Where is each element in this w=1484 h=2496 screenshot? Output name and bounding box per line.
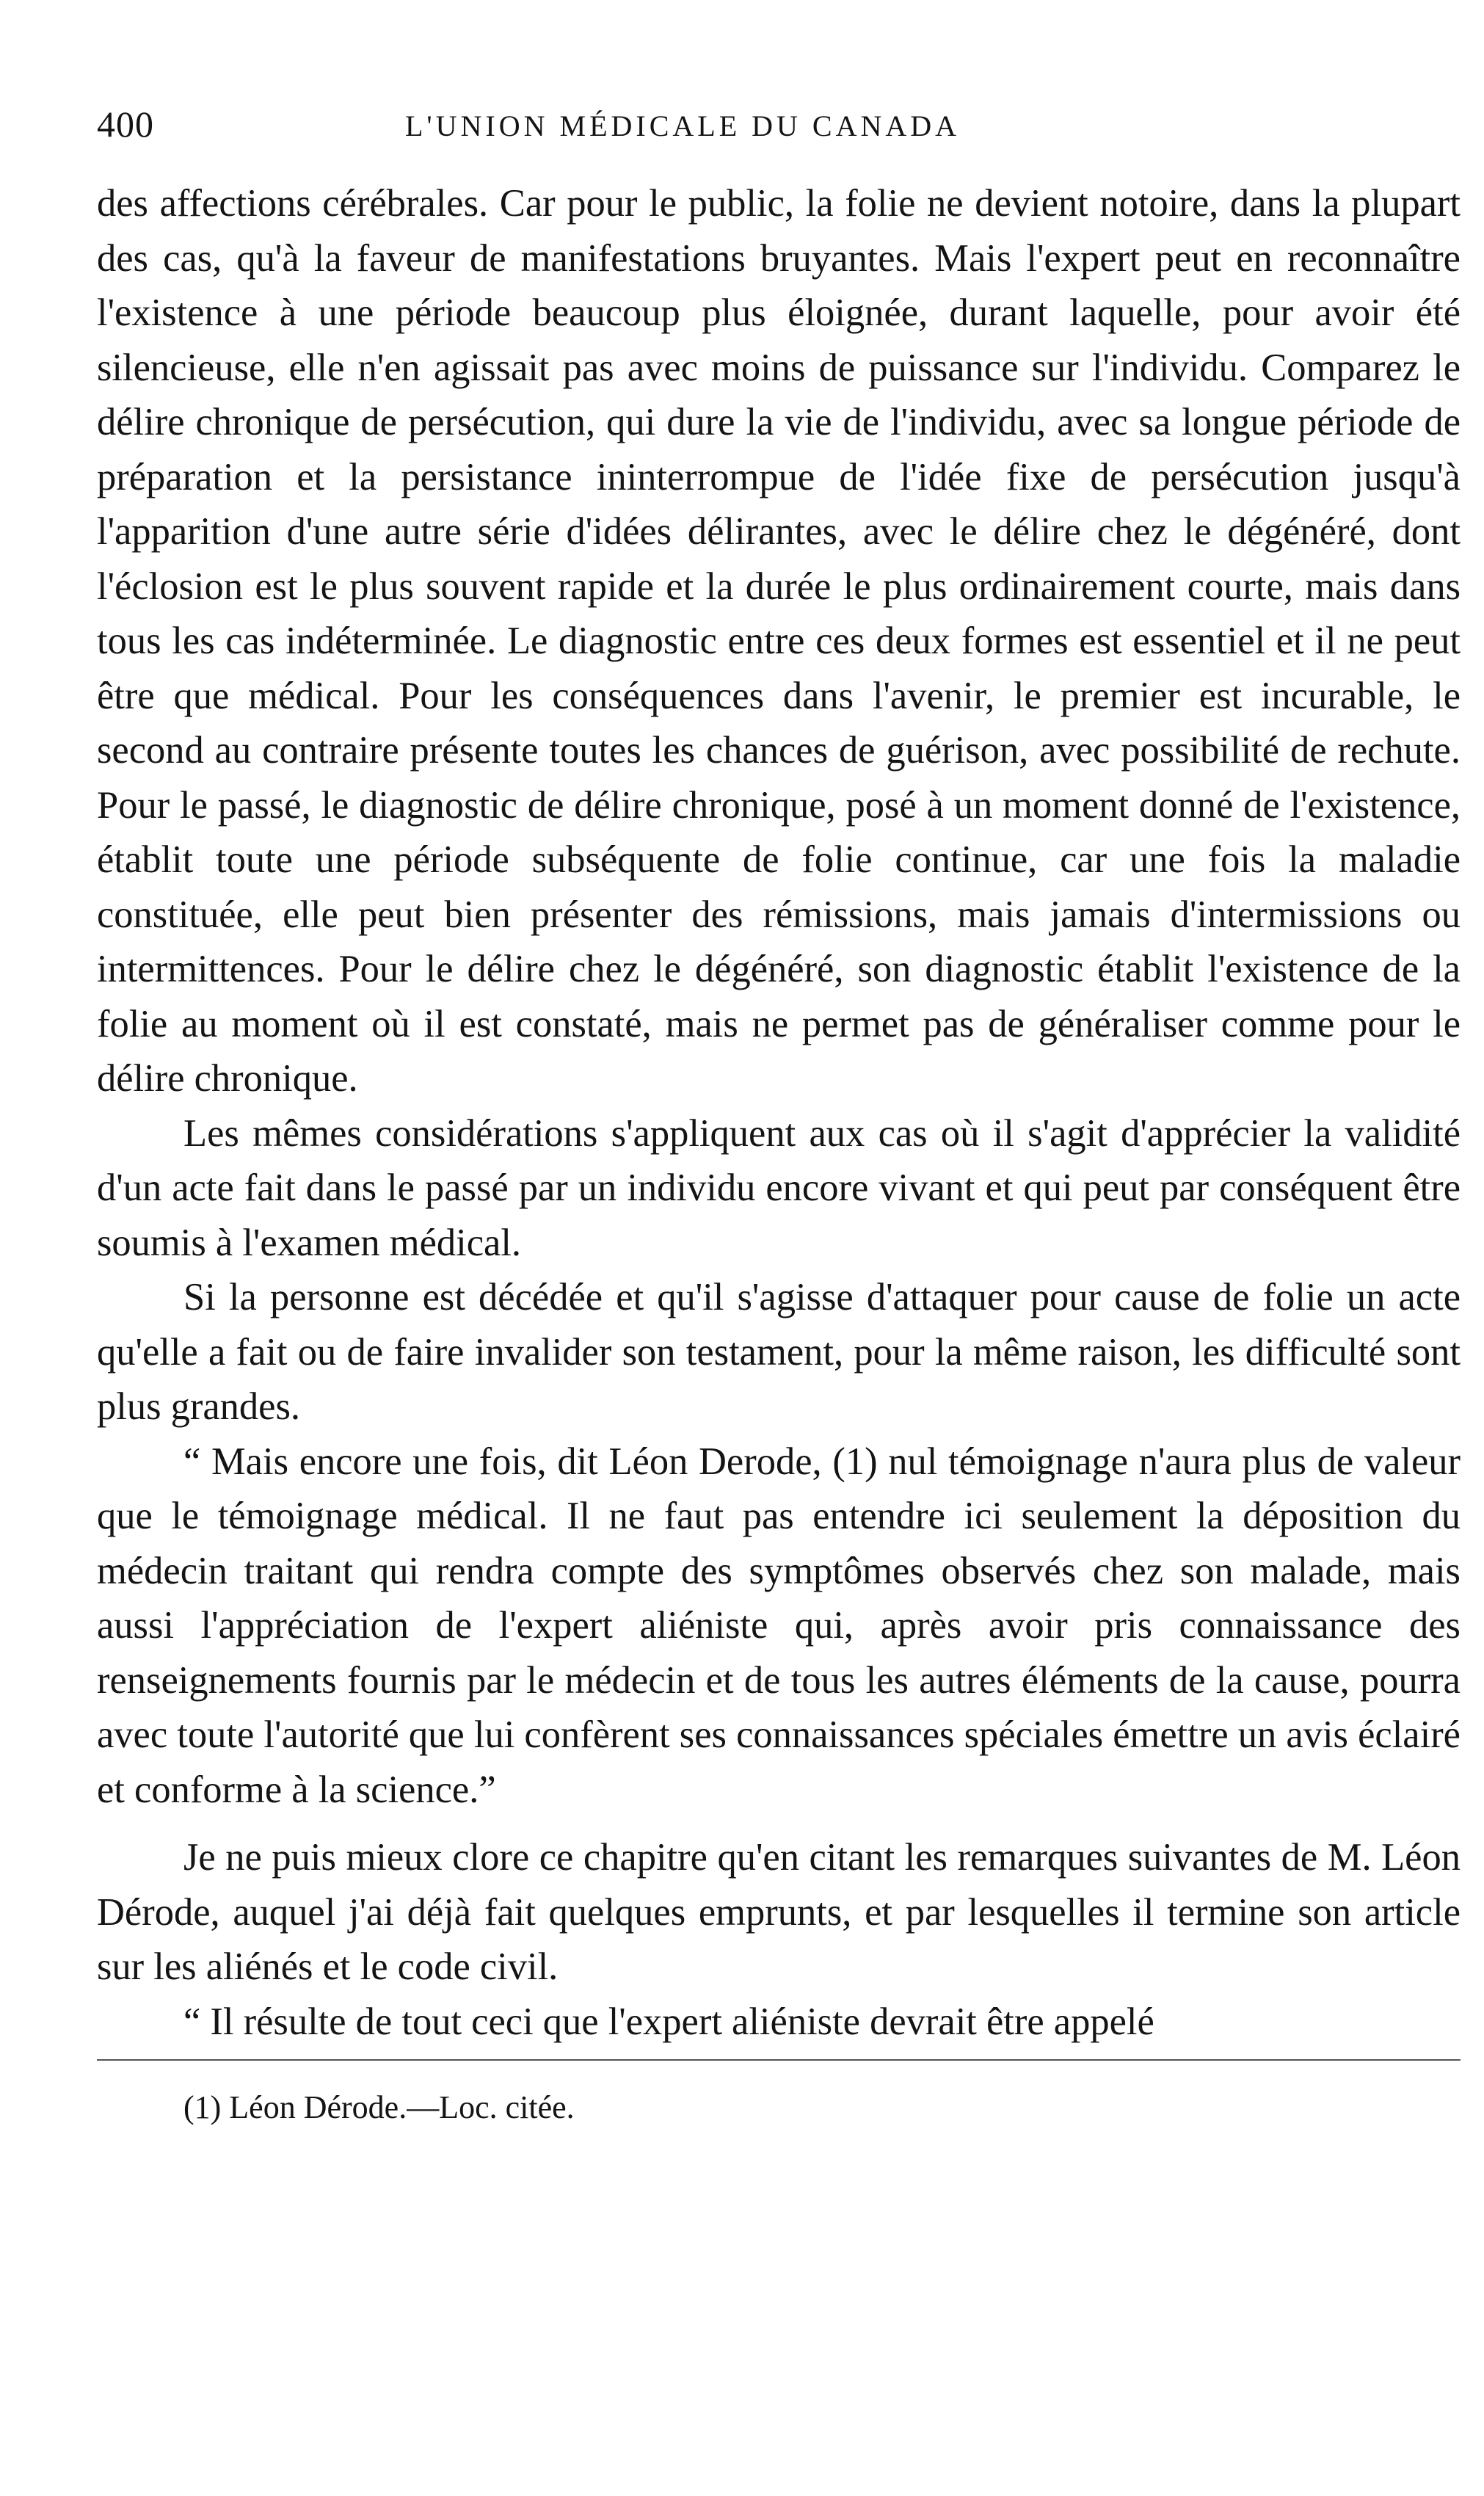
- body-text: [97, 176, 1461, 2049]
- page-number: 400: [97, 104, 154, 145]
- running-head: L'UNION MÉDICALE DU CANADA: [405, 109, 961, 142]
- page-header: [97, 103, 1461, 162]
- paragraph: Je ne puis mieux clore ce chapitre qu'en citant les remarques suivantes de M. Léon Dérode, auquel j'ai déjà fait quelques emprunts, et par lesquelles il termine son article sur les aliénés et le code civil.: [97, 1836, 1461, 1988]
- paragraph: Si la personne est décédée et qu'il s'agisse d'attaquer pour cause de folie un acte qu'elle a fait ou de faire invalider son testament, pour la même raison, les difficulté sont plus grandes.: [97, 1276, 1461, 1428]
- paragraph: Les mêmes considérations s'appliquent aux cas où il s'agit d'apprécier la validité d'un acte fait dans le passé par un individu encore vivant et qui peut par conséquent être soumis à l'examen médical.: [97, 1111, 1461, 1264]
- document-page: [97, 103, 1461, 2128]
- quotation-paragraph: “ Il résulte de tout ceci que l'expert aliéniste devrait être appelé: [183, 2000, 1154, 2043]
- footnote-divider: [97, 2059, 1461, 2061]
- paragraph: des affections cérébrales. Car pour le public, la folie ne devient notoire, dans la plupart des cas, qu'à la faveur de manifestations bruyantes. Mais l'expert peut en reconnaître l'existence à une période beaucoup plus éloignée, durant laquelle, pour avoir été silencieuse, elle n'en agissait pas avec moins de puissance sur l'individu. Comparez le délire chronique de persécution, qui dure la vie de l'individu, avec sa longue période de préparation et la persistance ininterrompue de l'idée fixe de persécution jusqu'à l'apparition d'une autre série d'idées délirantes, avec le délire chez le dégénéré, dont l'éclosion est le plus souvent rapide et la durée le plus ordinairement courte, mais dans tous les cas indéterminée. Le diagnostic entre ces deux formes est essentiel et il ne peut être que médical. Pour les conséquences dans l'avenir, le premier est incurable, le second au contraire présente toutes les chances de guérison, avec possibilité de rechute. Pour le passé, le diagnostic de délire chronique, posé à un moment donné de l'existence, établit toute une période subséquente de folie continue, car une fois la maladie constituée, elle peut bien présenter des rémissions, mais jamais d'intermissions ou intermittences. Pour le délire chez le dégénéré, son diagnostic établit l'existence de la folie au moment où il est constaté, mais ne permet pas de généraliser comme pour le délire chronique.: [97, 182, 1461, 1100]
- footnote: (1) Léon Dérode.—Loc. citée.: [183, 2089, 575, 2125]
- quotation-paragraph: “ Mais encore une fois, dit Léon Derode, (1) nul témoignage n'aura plus de valeur que le témoignage médical. Il ne faut pas entendre ici seulement la déposition du médecin traitant qui rendra compte des symptômes observés chez son malade, mais aussi l'appréciation de l'expert aliéniste qui, après avoir pris connaissance des renseignements fournis par le médecin et de tous les autres éléments de la cause, pourra avec toute l'autorité que lui confèrent ses connaissances spéciales émettre un avis éclairé et conforme à la science.”: [97, 1440, 1461, 1811]
